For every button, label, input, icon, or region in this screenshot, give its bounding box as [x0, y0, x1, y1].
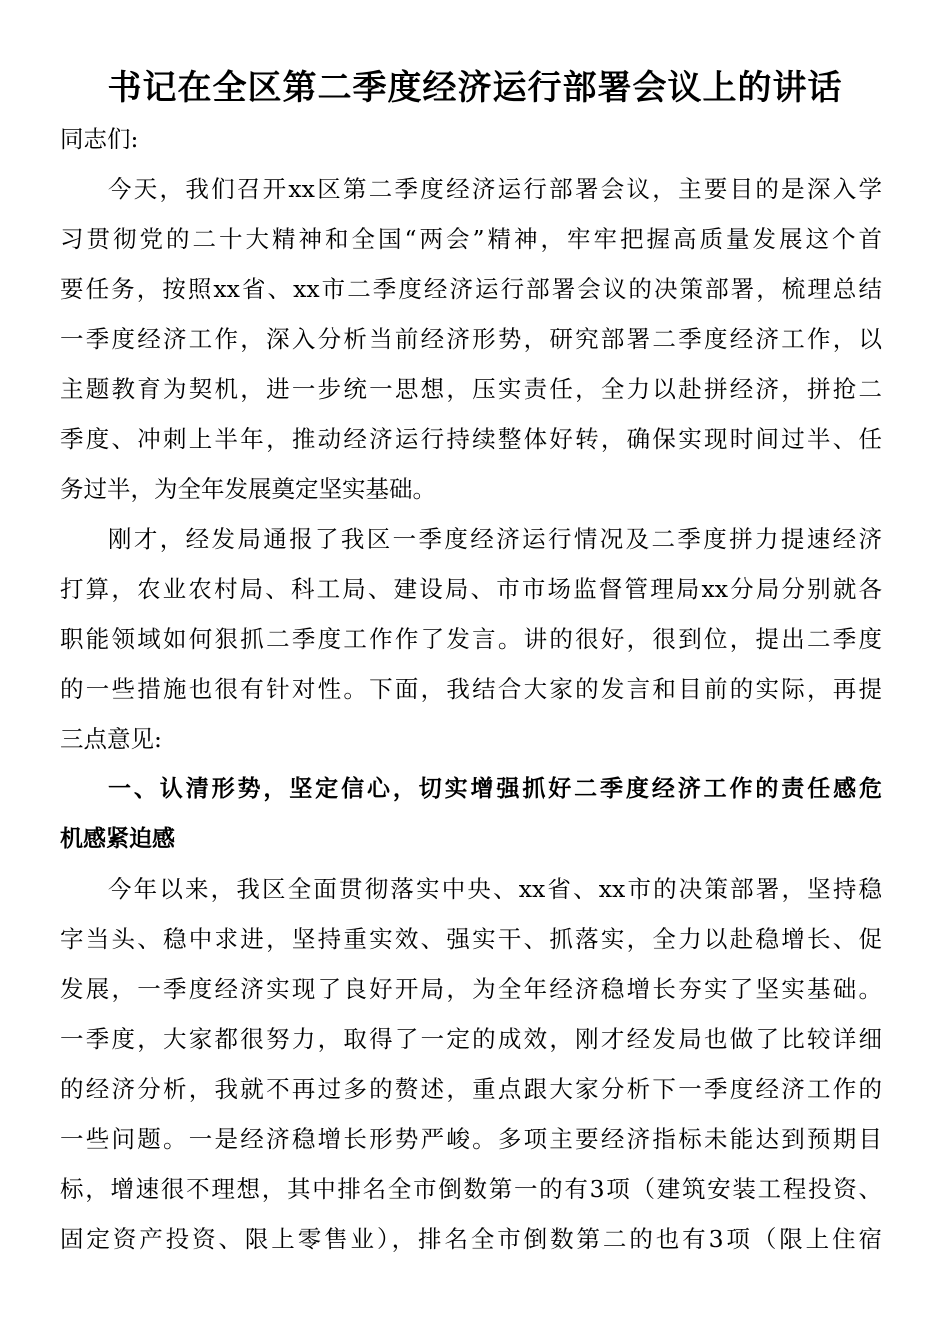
- paragraph-2-line: 职能领域如何狠抓二季度工作作了发言。讲的很好，很到位，提出二季度: [60, 625, 882, 653]
- paragraph-1-line: 一季度经济工作，深入分析当前经济形势，研究部署二季度经济工作，以: [60, 325, 882, 353]
- document-title: 书记在全区第二季度经济运行部署会议上的讲话: [107, 68, 843, 108]
- paragraph-1-line: 季度、冲刺上半年，推动经济运行持续整体好转，确保实现时间过半、任: [60, 425, 882, 453]
- paragraph-1-line: 今天，我们召开xx区第二季度经济运行部署会议，主要目的是深入学: [108, 175, 882, 203]
- paragraph-2-line: 刚才，经发局通报了我区一季度经济运行情况及二季度拼力提速经济: [108, 525, 882, 553]
- section-heading-1: 一、认清形势，坚定信心，切实增强抓好二季度经济工作的责任感危: [108, 776, 882, 802]
- section-heading-1: 机感紧迫感: [60, 826, 175, 852]
- paragraph-3-line: 固定资产投资、限上零售业），排名全市倒数第二的也有3项（限上住宿: [60, 1225, 882, 1253]
- paragraph-3-line: 一季度，大家都很努力，取得了一定的成效，刚才经发局也做了比较详细: [60, 1025, 882, 1053]
- paragraph-3-line: 今年以来，我区全面贯彻落实中央、xx省、xx市的决策部署，坚持稳: [108, 875, 882, 903]
- paragraph-3-line: 一些问题。一是经济稳增长形势严峻。多项主要经济指标未能达到预期目: [60, 1125, 882, 1153]
- paragraph-2-line: 的一些措施也很有针对性。下面，我结合大家的发言和目前的实际，再提: [60, 675, 882, 703]
- document-body: [60, 114, 882, 1264]
- greeting: 同志们:: [60, 125, 139, 153]
- paragraph-2-line: 打算，农业农村局、科工局、建设局、市市场监督管理局xx分局分别就各: [60, 575, 882, 603]
- paragraph-1-line: 主题教育为契机，进一步统一思想，压实责任，全力以赴拼经济，拼抢二: [60, 375, 882, 403]
- paragraph-3-line: 的经济分析，我就不再过多的赘述，重点跟大家分析下一季度经济工作的: [60, 1075, 882, 1103]
- paragraph-3-line: 字当头、稳中求进，坚持重实效、强实干、抓落实，全力以赴稳增长、促: [60, 925, 882, 953]
- paragraph-1-line: 务过半，为全年发展奠定坚实基础。: [60, 475, 436, 503]
- paragraph-3-line: 标，增速很不理想，其中排名全市倒数第一的有3项（建筑安装工程投资、: [60, 1175, 882, 1203]
- paragraph-1-line: 习贯彻党的二十大精神和全国“两会”精神，牢牢把握高质量发展这个首: [60, 225, 882, 253]
- paragraph-3-line: 发展，一季度经济实现了良好开局，为全年经济稳增长夯实了坚实基础。: [60, 975, 882, 1003]
- paragraph-2-line: 三点意见:: [60, 725, 162, 753]
- paragraph-1-line: 要任务，按照xx省、xx市二季度经济运行部署会议的决策部署，梳理总结: [60, 275, 882, 303]
